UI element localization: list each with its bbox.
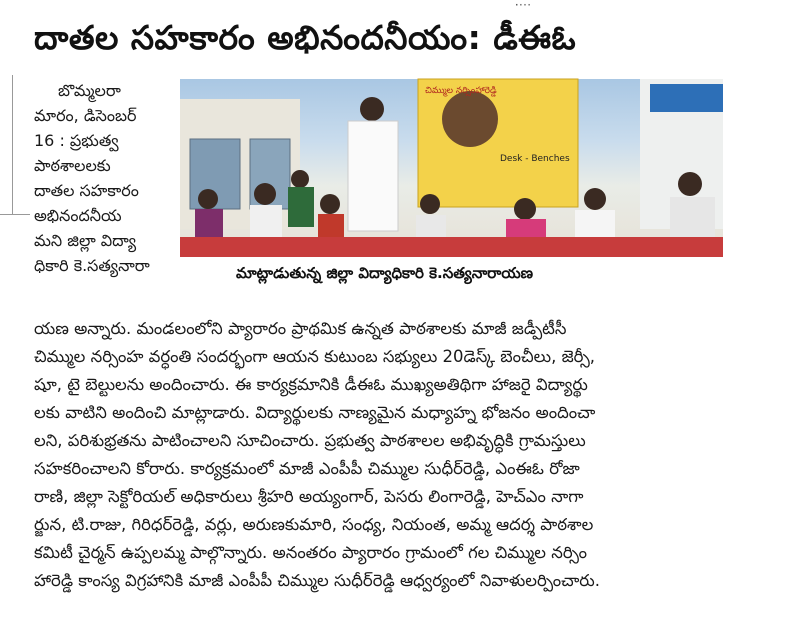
intro-line: బొమ్మలరా [58,81,121,100]
body-line: లకు వాటిని అందించి మాట్లాడారు. విద్యార్థులకు నాణ్యమైన మధ్యాహ్న భోజనం అందించా [34,403,596,422]
body-line: హారెడ్డి కాంస్య విగ్రహానికి మాజీ ఎంపీపీ చిమ్ముల సుధీర్‌రెడ్డి ఆధ్వర్యంలో నివాళులర్పించారు. [34,571,601,590]
intro-line: 16 : ప్రభుత్వ [34,131,119,150]
event-photo [180,79,723,257]
previous-article-fragment [0,0,800,8]
event-photo-scene [180,79,723,257]
body-line: లని, పరిశుభ్రతను పాటించాలని సూచించారు. ప్రభుత్వ పాఠశాలల అభివృద్ధికి గ్రామస్తులు [34,431,586,450]
intro-line: మని జిల్లా విద్యా [34,231,137,250]
intro-line: ధికారి కె.సత్యనారా [34,256,150,275]
intro-column [34,78,184,278]
intro-line: దాతల సహకారం [34,181,139,200]
column-divider [0,75,13,215]
banner-text: చిమ్ముల నర్సింహారెడ్డి [425,86,497,96]
intro-line: పాఠశాలలకు [34,156,111,175]
intro-line: అభినందనీయ [34,206,122,225]
body-line: రాణి, జిల్లా సెక్టోరియల్ అధికారులు శ్రీహరి అయ్యంగార్, పెసరు లింగారెడ్డి, హెచ్ఎం నాగా [34,487,584,506]
photo-caption: మాట్లాడుతున్న జిల్లా విద్యాధికారి కె.సత్యనారాయణ [236,264,534,282]
article-body [34,315,724,595]
body-line: ర్జున, టి.రాజు, గిరిధర్‌రెడ్డి, వర్లు, అరుణకుమారి, సంధ్య, నియంత, అమ్మ ఆదర్శ పాఠశాల [34,515,594,534]
intro-line: మారం, డిసెంబర్ [34,106,137,125]
body-line: చిమ్ముల నర్సింహ వర్ధంతి సందర్భంగా ఆయన కుటుంబ సభ్యులు 20డెస్క్ బెంచీలు, జెర్సీ, [34,347,596,366]
body-line: యణ అన్నారు. మండలంలోని ప్యారారం ప్రాథమిక ఉన్నత పాఠశాలకు మాజీ జడ్పీటీసీ [34,319,567,338]
body-line: కమిటీ చైర్మన్ ఉప్పలమ్మ పాల్గొన్నారు. అనంతరం ప్యారారం గ్రామంలో గల చిమ్ముల నర్సిం [34,543,587,562]
column-divider-foot [0,214,30,215]
banner-text: Desk - Benches [500,154,570,164]
body-line: సహకరించాలని కోరారు. కార్యక్రమంలో మాజీ ఎంపీపీ చిమ్ముల సుధీర్‌రెడ్డి, ఎంఈఓ రోజా [34,459,580,478]
body-line: షూ, టై బెల్టులను అందించారు. ఈ కార్యక్రమానికి డీఈఓ ముఖ్యఅతిథిగా హాజరై విద్యార్థు [34,375,588,394]
headline: దాతల సహకారం అభినందనీయం: డీఈఓ [34,18,577,57]
